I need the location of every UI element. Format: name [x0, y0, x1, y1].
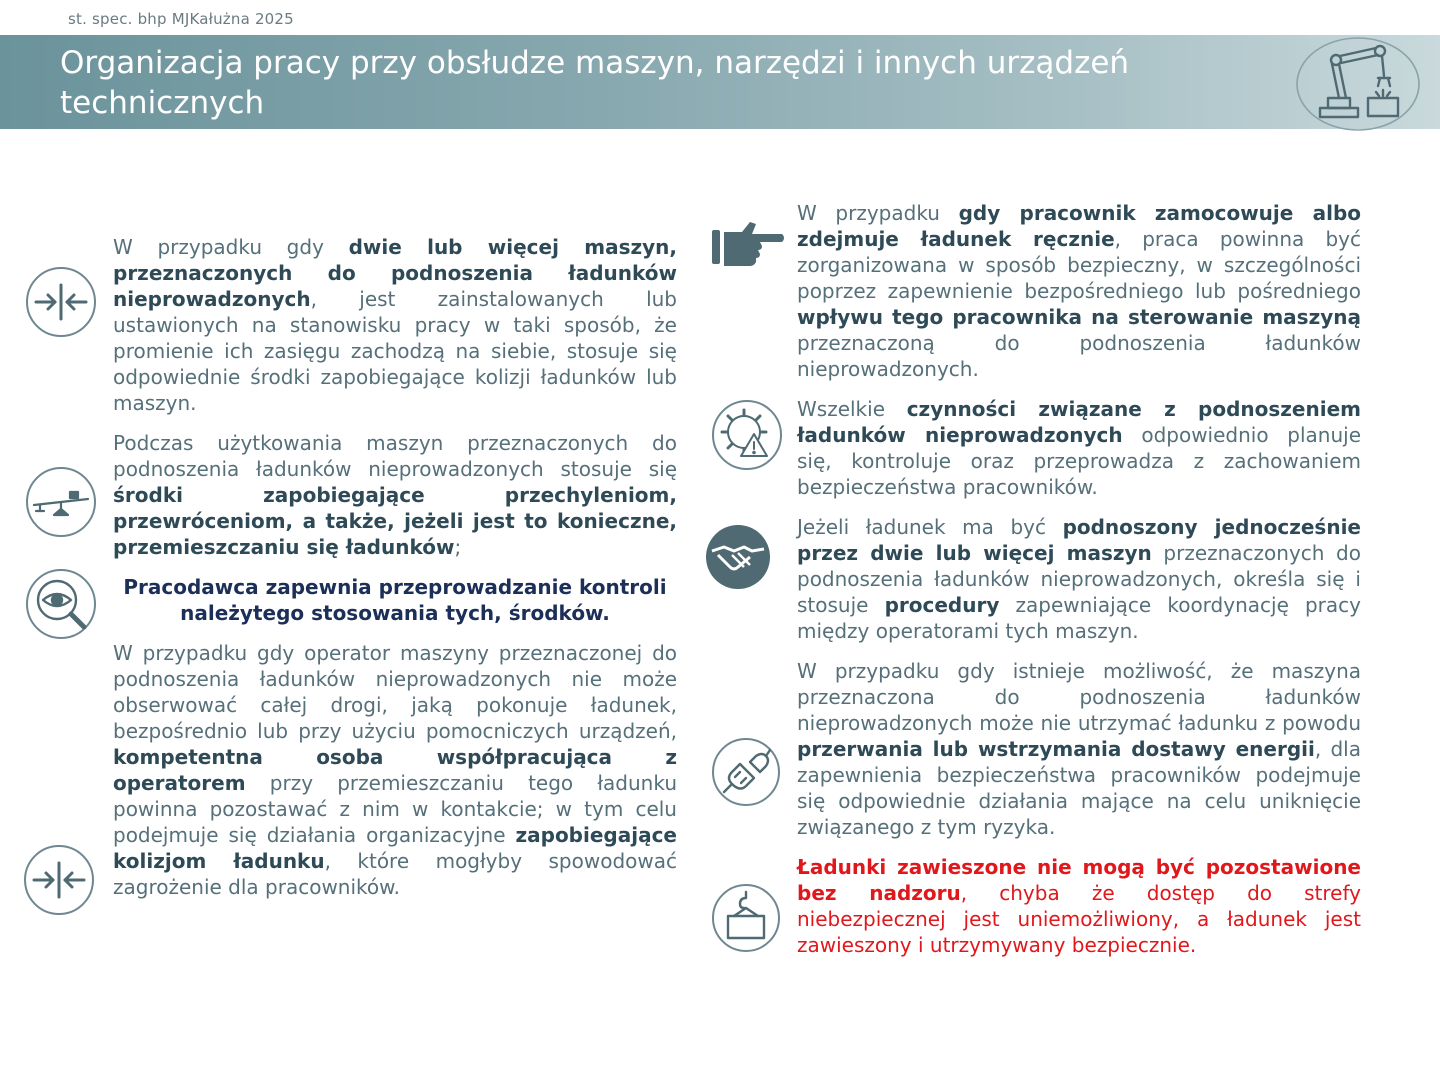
text: zapewniające koordynację pracy między operatorami tych maszyn.: [797, 593, 1361, 643]
emphasis: wpływu tego pracownika na sterowanie maszyną: [797, 305, 1361, 329]
pointing-hand-icon: [710, 212, 786, 272]
emphasis: Ładunki zawieszone nie mogą być pozostawione bez nadzoru: [797, 855, 1361, 905]
text: Jeżeli ładunek ma być: [797, 515, 1063, 539]
page-title: Organizacja pracy przy obsłudze maszyn, narzędzi i innych urządzeń technicznych: [60, 45, 1130, 121]
hanging-load-icon: [710, 882, 782, 954]
emphasis: czynności związane z podnoszeniem ładunków nieprowadzonych: [797, 397, 1361, 447]
right-paragraph-4: [797, 658, 1361, 840]
title-banner: [0, 35, 1440, 129]
text: przeznaczoną do podnoszenia ładunków nieprowadzonych.: [797, 331, 1361, 381]
employer-control-note: Pracodawca zapewnia przeprowadzanie kontroli należytego stosowania tych, środków.: [123, 575, 667, 625]
gear-warning-icon: [710, 398, 784, 472]
emphasis: gdy pracownik zamocowuje albo zdejmuje ładunek ręcznie: [797, 201, 1361, 251]
emphasis: środki zapobiegające przechyleniom, przewróceniom, a także, jeżeli jest to konieczne, przemieszczaniu się ładunków: [113, 483, 677, 559]
robot-arm-icon: [1294, 36, 1422, 132]
emphasis: przerwania lub wstrzymania dostawy energii: [797, 737, 1315, 761]
arrows-inward-icon: [24, 265, 98, 339]
text: W przypadku gdy istnieje możliwość, że maszyna przeznaczona do podnoszenia ładunków nieprowadzonych może nie utrzymać ładunku z powodu: [797, 659, 1361, 735]
emphasis: dwie lub więcej maszyn, przeznaczonych do podnoszenia ładunków nieprowadzonych: [113, 235, 678, 311]
text: W przypadku: [797, 201, 959, 225]
right-paragraph-1: [797, 200, 1361, 382]
emphasis: procedury: [884, 593, 1000, 617]
right-paragraph-5-warning: [797, 854, 1361, 958]
text: przy przemieszczaniu tego ładunku powinna pozostawać z nim w kontakcie; w tym celu podejmuje się działania organizacyjne: [113, 771, 677, 847]
handshake-icon: [704, 521, 772, 593]
left-paragraph-2: [113, 430, 677, 560]
unplugged-icon: [710, 736, 782, 808]
text: , jest zainstalowanych lub ustawionych na stanowisku pracy w taki sposób, że promienie ich zasięgu zachodzą na siebie, stosuje się odpowiednie środki zapobiegające kolizji ładunków lub maszyn.: [113, 287, 677, 415]
emphasis: podnoszony jednocześnie przez dwie lub więcej maszyn: [797, 515, 1361, 565]
text: odpowiednio planuje się, kontroluje oraz przeprowadza z zachowaniem bezpieczeństwa pracowników.: [797, 423, 1361, 499]
left-paragraph-4: [113, 640, 677, 900]
text: Wszelkie: [797, 397, 907, 421]
text: W przypadku gdy operator maszyny przeznaczonej do podnoszenia ładunków nieprowadzonych nie może obserwować całej drogi, jaką pokonuje ładunek, bezpośrednio lub przy użyciu pomocniczych urządzeń,: [113, 641, 677, 743]
text: , które mogłyby spowodować zagrożenie dla pracowników.: [113, 849, 677, 899]
text: Podczas użytkowania maszyn przeznaczonych do podnoszenia ładunków nieprowadzonych stosuje się: [113, 431, 677, 481]
emphasis: zapobiegające kolizjom ładunku: [113, 823, 677, 873]
text: W przypadku gdy: [113, 235, 349, 259]
arrows-inward-icon: [22, 843, 96, 917]
text: , chyba że dostęp do strefy niebezpiecznej jest uniemożliwiony, a ładunek jest zawieszony i utrzymywany bezpiecznie.: [797, 881, 1361, 957]
text: przeznaczonych do podnoszenia ładunków nieprowadzonych, określa się i stosuje: [797, 541, 1361, 617]
text: , dla zapewnienia bezpieczeństwa pracowników podejmuje się odpowiednie działania mające na celu uniknięcie związanego z tym ryzyka.: [797, 737, 1361, 839]
left-paragraph-1: [113, 234, 677, 416]
right-paragraph-3: [797, 514, 1361, 644]
eye-magnifier-icon: [24, 567, 98, 641]
author-credit: st. spec. bhp MJKałużna 2025: [68, 10, 294, 28]
text: , praca powinna być zorganizowana w sposób bezpieczny, w szczególności poprzez zapewnienie bezpośredniego lub pośredniego: [797, 227, 1361, 303]
emphasis: kompetentna osoba współpracująca z operatorem: [113, 745, 677, 795]
right-paragraph-2: [797, 396, 1361, 500]
text: ;: [454, 535, 462, 559]
balance-tilt-icon: [24, 465, 98, 539]
